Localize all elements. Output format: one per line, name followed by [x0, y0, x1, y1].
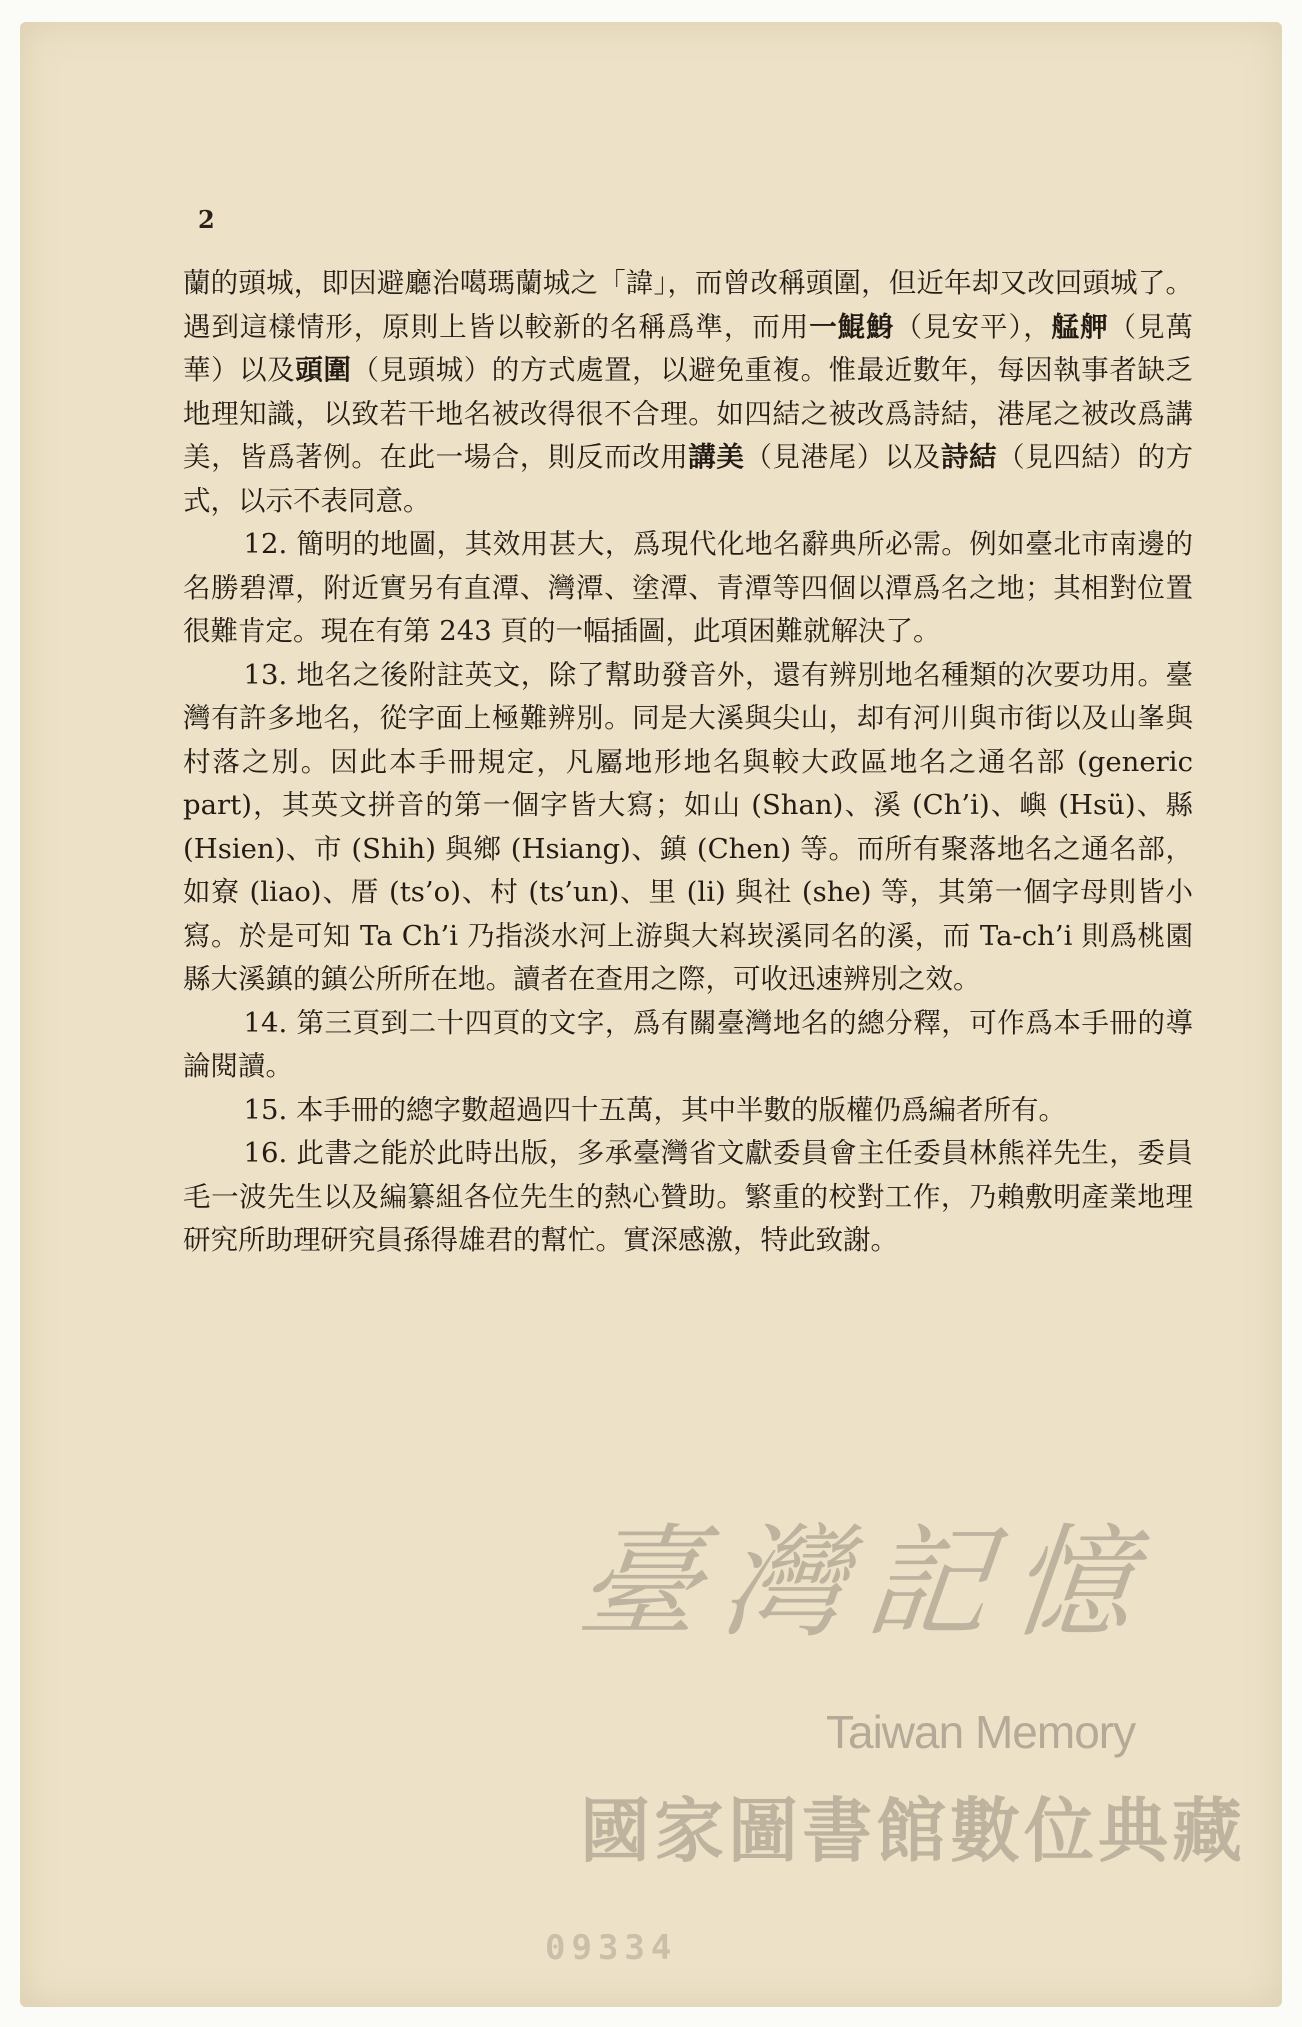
watermark-english: Taiwan Memory: [826, 1706, 1136, 1758]
paragraph-16: 16. 此書之能於此時出版，多承臺灣省文獻委員會主任委員林熊祥先生，委員毛一波先生以及編纂組各位先生的熱心贊助。繁重的校對工作，乃賴敷明產業地理研究所助理研究員孫得雄君的幫忙。實深感激，特此致謝。: [183, 1137, 1193, 1256]
paragraph-12: 12. 簡明的地圖，其效用甚大，爲現代化地名辭典所必需。例如臺北市南邊的名勝碧潭，附近實另有直潭、灣潭、塗潭、青潭等四個以潭爲名之地；其相對位置很難肯定。現在有第 243 頁的一幅插圖，此項困難就解決了。: [183, 528, 1193, 647]
paragraph-continued: 蘭的頭城，即因避廳治噶瑪蘭城之「諱」，而曾改稱頭圍，但近年却又改回頭城了。遇到這樣情形，原則上皆以較新的名稱爲準，而用一鯤鯓（見安平），艋舺（見萬華）以及頭圍（見頭城）的方式處置，以避免重複。惟最近數年，每因執事者缺乏地理知識，以致若干地名被改得很不合理。如四結之被改爲詩結，港尾之被改爲講美，皆爲著例。在此一場合，則反而改用講美（見港尾）以及詩結（見四結）的方式，以示不表同意。: [183, 267, 1194, 517]
archive-stamp: 09334: [545, 1928, 678, 1968]
paragraph-15: 15. 本手冊的總字數超過四十五萬，其中半數的版權仍爲編者所有。: [243, 1093, 1066, 1126]
paragraph-14: 14. 第三頁到二十四頁的文字，爲有關臺灣地名的總分釋，可作爲本手冊的導論閱讀。: [183, 1006, 1193, 1082]
watermark-library: 國家圖書館數位典藏: [580, 1792, 1246, 1870]
paragraph-13: 13. 地名之後附註英文，除了幫助發音外，還有辨別地名種類的次要功用。臺灣有許多地名，從字面上極難辨別。同是大溪與尖山，却有河川與市街以及山峯與村落之別。因此本手冊規定，凡屬地形地名與較大政區地名之通名部 (generic part)，其英文拼音的第一個字皆大寫；如山 (Shan)、溪 (Ch’i)、嶼 (Hsü)、縣 (Hsien)、市 (Shih) 與鄉 (Hsiang)、鎮 (Chen) 等。而所有聚落地名之通名部，如寮 (liao)、厝 (ts’o)、村 (ts’un)、里 (li) 與社 (she) 等，其第一個字母則皆小寫。於是可知 Ta Ch’i 乃指淡水河上游與大嵙崁溪同名的溪，而 Ta-ch’i 則爲桃園縣大溪鎮的鎮公所所在地。讀者在查用之際，可收迅速辨別之效。: [183, 658, 1193, 995]
page-number: 2: [198, 205, 215, 234]
body-text: [183, 262, 1193, 1263]
watermark-logo: 臺灣記憶: [571, 1512, 1163, 1654]
